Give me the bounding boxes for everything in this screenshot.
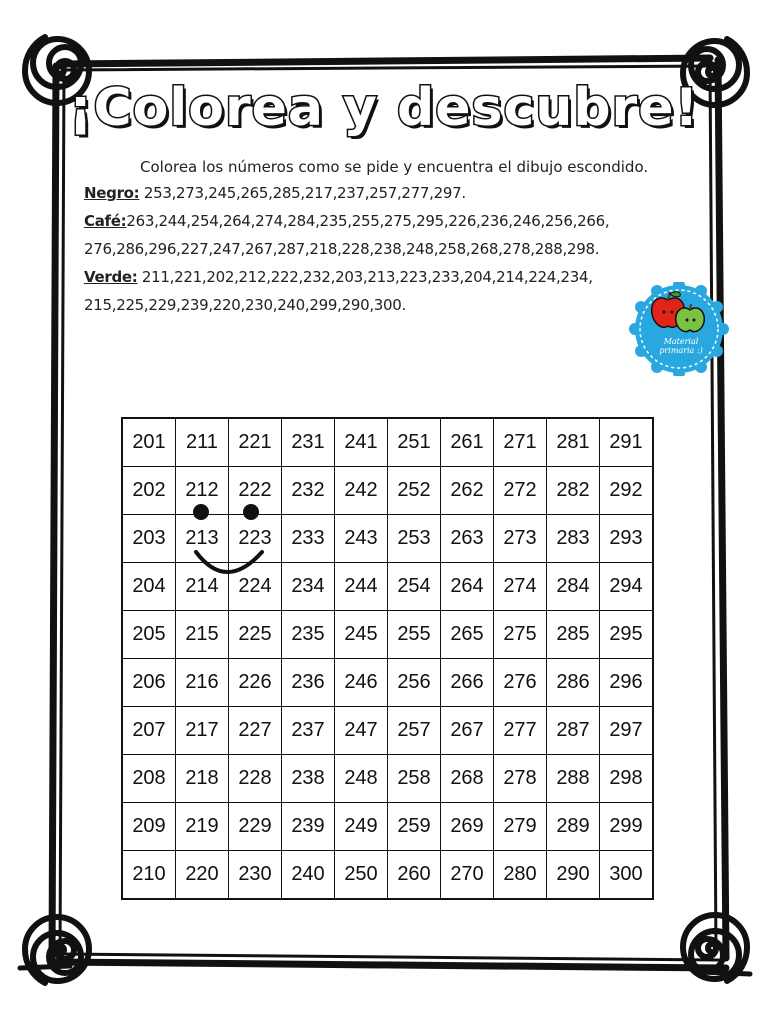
grid-row: [122, 755, 653, 803]
number-grid: [121, 417, 654, 900]
grid-row: [122, 467, 653, 515]
grid-cell[interactable]: 203: [122, 515, 176, 563]
grid-cell[interactable]: 276: [494, 659, 547, 707]
grid-cell[interactable]: 236: [282, 659, 335, 707]
grid-cell[interactable]: 253: [388, 515, 441, 563]
negro-line: [84, 184, 466, 202]
cafe-line-2: [84, 240, 599, 258]
grid-cell[interactable]: 229: [229, 803, 282, 851]
grid-row: [122, 563, 653, 611]
grid-cell[interactable]: 215: [176, 611, 229, 659]
instruction-text: Colorea los números como se pide y encuentra el dibujo escondido.: [140, 158, 649, 176]
grid-cell[interactable]: 221: [229, 418, 282, 467]
grid-cell[interactable]: 205: [122, 611, 176, 659]
verde-numbers-1: 211,221,202,212,222,232,203,213,223,233,204,214,224,234,: [137, 268, 593, 286]
grid-cell[interactable]: 226: [229, 659, 282, 707]
page-title: ¡Colorea y descubre!: [68, 78, 700, 138]
grid-cell[interactable]: 239: [282, 803, 335, 851]
cafe-label: Café:: [84, 212, 127, 230]
grid-cell[interactable]: 270: [441, 851, 494, 900]
badge-text-line1: Material: [663, 337, 699, 346]
grid-cell[interactable]: 262: [441, 467, 494, 515]
grid-cell[interactable]: 265: [441, 611, 494, 659]
grid-cell[interactable]: 269: [441, 803, 494, 851]
grid-cell[interactable]: 248: [335, 755, 388, 803]
grid-cell[interactable]: 227: [229, 707, 282, 755]
grid-cell[interactable]: 295: [600, 611, 654, 659]
negro-numbers: 253,273,245,265,285,217,237,257,277,297.: [139, 184, 466, 202]
verde-numbers-2: 215,225,229,239,220,230,240,299,290,300.: [84, 296, 406, 314]
grid-cell[interactable]: 240: [282, 851, 335, 900]
grid-cell[interactable]: 206: [122, 659, 176, 707]
grid-row: [122, 515, 653, 563]
grid-cell[interactable]: 277: [494, 707, 547, 755]
grid-cell[interactable]: 212: [176, 467, 229, 515]
grid-cell[interactable]: 278: [494, 755, 547, 803]
grid-cell[interactable]: 246: [335, 659, 388, 707]
grid-cell[interactable]: 231: [282, 418, 335, 467]
grid-cell[interactable]: 280: [494, 851, 547, 900]
cafe-line: [84, 212, 609, 230]
grid-cell[interactable]: 237: [282, 707, 335, 755]
grid-cell[interactable]: 230: [229, 851, 282, 900]
grid-cell[interactable]: 282: [547, 467, 600, 515]
grid-cell[interactable]: 289: [547, 803, 600, 851]
grid-cell[interactable]: 257: [388, 707, 441, 755]
grid-row: [122, 659, 653, 707]
grid-cell[interactable]: 232: [282, 467, 335, 515]
grid-cell[interactable]: 286: [547, 659, 600, 707]
grid-row: [122, 803, 653, 851]
grid-cell[interactable]: 207: [122, 707, 176, 755]
grid-cell[interactable]: 210: [122, 851, 176, 900]
grid-cell[interactable]: 244: [335, 563, 388, 611]
grid-cell[interactable]: 273: [494, 515, 547, 563]
verde-label: Verde:: [84, 268, 138, 286]
grid-cell[interactable]: 216: [176, 659, 229, 707]
grid-cell[interactable]: 292: [600, 467, 654, 515]
grid-cell[interactable]: 272: [494, 467, 547, 515]
grid-cell[interactable]: 293: [600, 515, 654, 563]
grid-cell[interactable]: 299: [600, 803, 654, 851]
grid-cell[interactable]: 268: [441, 755, 494, 803]
grid-cell[interactable]: 259: [388, 803, 441, 851]
grid-cell[interactable]: 225: [229, 611, 282, 659]
grid-cell[interactable]: 242: [335, 467, 388, 515]
grid-cell[interactable]: 275: [494, 611, 547, 659]
grid-cell[interactable]: 296: [600, 659, 654, 707]
grid-cell[interactable]: 233: [282, 515, 335, 563]
grid-cell[interactable]: 287: [547, 707, 600, 755]
grid-cell[interactable]: 219: [176, 803, 229, 851]
spiral-bottom-left-icon: [25, 917, 89, 983]
grid-cell[interactable]: 234: [282, 563, 335, 611]
grid-cell[interactable]: 247: [335, 707, 388, 755]
verde-line-2: [84, 296, 406, 314]
grid-cell[interactable]: 300: [600, 851, 654, 900]
grid-cell[interactable]: 243: [335, 515, 388, 563]
grid-cell[interactable]: 245: [335, 611, 388, 659]
grid-cell[interactable]: 238: [282, 755, 335, 803]
grid-cell[interactable]: 279: [494, 803, 547, 851]
grid-cell[interactable]: 288: [547, 755, 600, 803]
grid-cell[interactable]: 250: [335, 851, 388, 900]
grid-cell[interactable]: 204: [122, 563, 176, 611]
grid-cell[interactable]: 213: [176, 515, 229, 563]
grid-cell[interactable]: 241: [335, 418, 388, 467]
grid-cell[interactable]: 260: [388, 851, 441, 900]
negro-label: Negro:: [84, 184, 140, 202]
grid-cell[interactable]: 258: [388, 755, 441, 803]
grid-row: [122, 611, 653, 659]
grid-cell[interactable]: 274: [494, 563, 547, 611]
cafe-numbers-1: 263,244,254,264,274,284,235,255,275,295,226,236,246,256,266,: [126, 212, 610, 230]
grid-cell[interactable]: 297: [600, 707, 654, 755]
grid-cell[interactable]: 290: [547, 851, 600, 900]
grid-cell[interactable]: 208: [122, 755, 176, 803]
grid-cell[interactable]: 249: [335, 803, 388, 851]
grid-cell[interactable]: 218: [176, 755, 229, 803]
grid-cell[interactable]: 251: [388, 418, 441, 467]
grid-cell[interactable]: 220: [176, 851, 229, 900]
grid-cell[interactable]: 291: [600, 418, 654, 467]
grid-cell[interactable]: 223: [229, 515, 282, 563]
grid-cell[interactable]: 271: [494, 418, 547, 467]
grid-cell[interactable]: 283: [547, 515, 600, 563]
grid-cell[interactable]: 235: [282, 611, 335, 659]
grid-cell[interactable]: 209: [122, 803, 176, 851]
grid-row: [122, 851, 653, 900]
grid-cell[interactable]: 266: [441, 659, 494, 707]
grid-cell[interactable]: 261: [441, 418, 494, 467]
grid-cell[interactable]: 202: [122, 467, 176, 515]
material-primaria-badge: [628, 282, 730, 376]
grid-row: [122, 418, 653, 467]
badge-text-line2: primaria :): [659, 346, 703, 355]
grid-cell[interactable]: 222: [229, 467, 282, 515]
grid-cell[interactable]: 298: [600, 755, 654, 803]
grid-cell[interactable]: 255: [388, 611, 441, 659]
grid-cell[interactable]: 264: [441, 563, 494, 611]
badge-text: [656, 337, 706, 355]
grid-cell[interactable]: 201: [122, 418, 176, 467]
grid-cell[interactable]: 294: [600, 563, 654, 611]
grid-cell[interactable]: 217: [176, 707, 229, 755]
cafe-numbers-2: 276,286,296,227,247,267,287,218,228,238,248,258,268,278,288,298.: [84, 240, 600, 258]
grid-cell[interactable]: 285: [547, 611, 600, 659]
grid-cell[interactable]: 228: [229, 755, 282, 803]
grid-cell[interactable]: 224: [229, 563, 282, 611]
grid-cell[interactable]: 256: [388, 659, 441, 707]
grid-cell[interactable]: 281: [547, 418, 600, 467]
grid-row: [122, 707, 653, 755]
verde-line: [84, 268, 593, 286]
grid-cell[interactable]: 214: [176, 563, 229, 611]
grid-cell[interactable]: 263: [441, 515, 494, 563]
grid-cell[interactable]: 211: [176, 418, 229, 467]
grid-cell[interactable]: 252: [388, 467, 441, 515]
grid-cell[interactable]: 284: [547, 563, 600, 611]
grid-cell[interactable]: 254: [388, 563, 441, 611]
grid-cell[interactable]: 267: [441, 707, 494, 755]
